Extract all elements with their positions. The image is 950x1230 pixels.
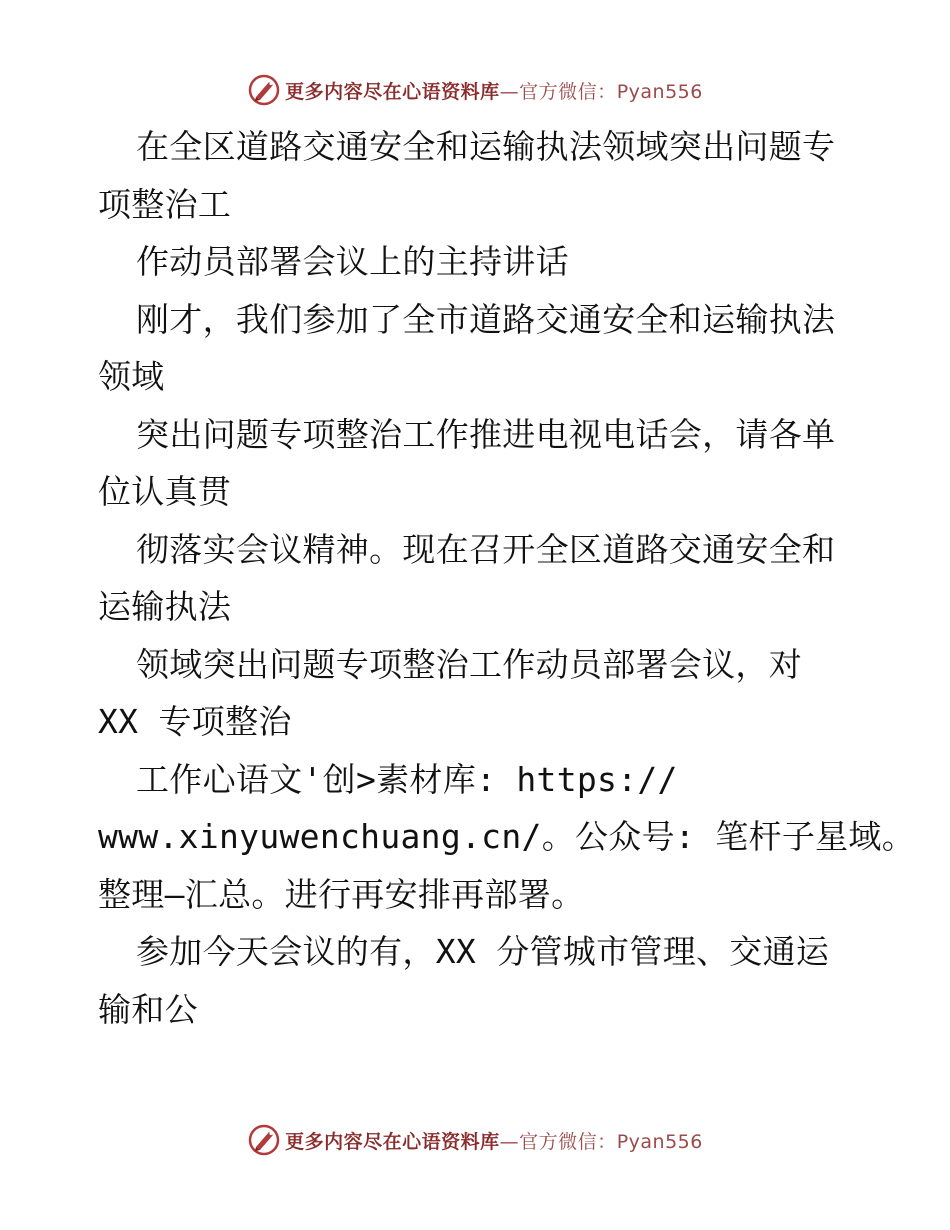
text-line-13: www.xinyuwenchuang.cn/。公众号: 笔杆子星域。: [98, 817, 916, 856]
text-line-14: 整理—汇总。进行再安排再部署。: [98, 874, 585, 914]
header-watermark-banner: [0, 70, 950, 110]
header-banner-main: 更多内容尽在心语资料库: [285, 80, 500, 103]
footer-banner-text: [285, 1127, 703, 1154]
text-line-16: 输和公: [98, 989, 198, 1029]
text-line-12: 工作心语文'创>素材库: https://: [136, 759, 678, 799]
footer-watermark-banner: [0, 1120, 950, 1160]
pen-logo-icon: [247, 73, 281, 107]
footer-banner-dash: —: [499, 1130, 520, 1153]
text-line-9: 运输执法: [98, 587, 232, 626]
text-line-7: 位认真贯: [98, 472, 232, 511]
text-line-4: 刚才，我们参加了全市道路交通安全和运输执法: [136, 299, 836, 339]
text-line-6: 突出问题专项整治工作推进电视电话会，请各单: [136, 414, 836, 454]
header-banner-wechat: Pyan556: [616, 80, 703, 103]
text-line-5: 领域: [98, 357, 165, 396]
document-body: [98, 118, 916, 1038]
header-banner-dash: —: [499, 80, 520, 103]
footer-banner-secondary: 官方微信：: [519, 1130, 617, 1153]
text-line-2: 项整治工: [98, 184, 232, 224]
text-line-15: 参加今天会议的有，XX 分管城市管理、交通运: [136, 932, 830, 971]
text-line-3: 作动员部署会议上的主持讲话: [136, 242, 569, 281]
pen-logo-icon: [247, 1123, 281, 1157]
header-banner-secondary: 官方微信：: [519, 80, 617, 103]
text-line-10: 领域突出问题专项整治工作动员部署会议，对: [136, 644, 802, 684]
text-line-1: 在全区道路交通安全和运输执法领域突出问题专: [136, 127, 836, 166]
text-line-8: 彻落实会议精神。现在召开全区道路交通安全和: [136, 529, 836, 569]
footer-banner-wechat: Pyan556: [616, 1130, 703, 1153]
footer-banner-main: 更多内容尽在心语资料库: [285, 1130, 500, 1153]
text-line-11: XX 专项整治: [98, 702, 292, 741]
header-banner-text: [285, 77, 703, 104]
